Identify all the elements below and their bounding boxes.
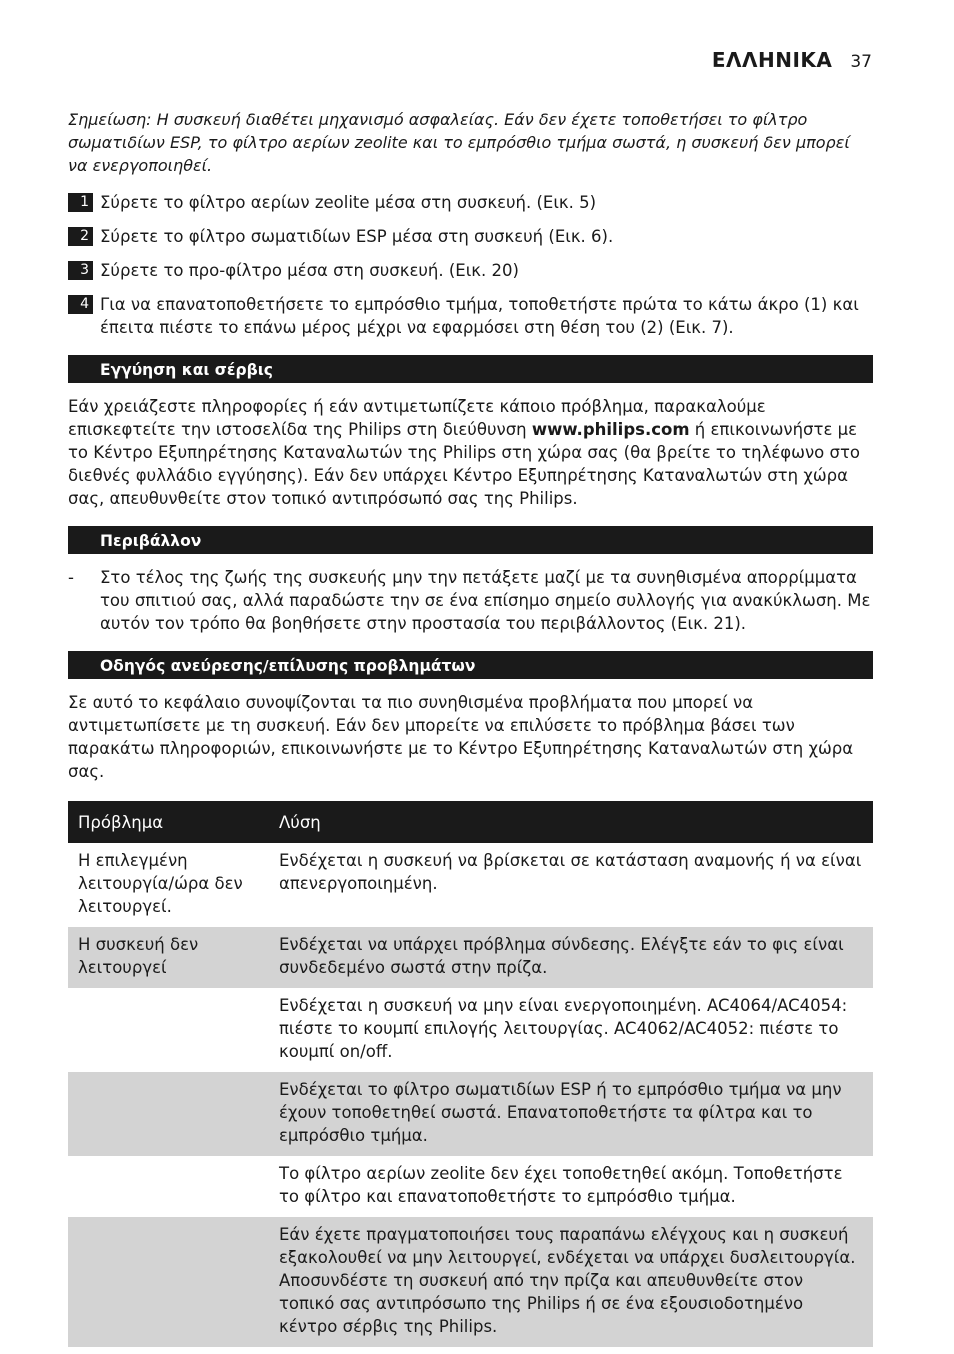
step-text: Για να επανατοποθετήσετε το εμπρόσθιο τμήμα, τοποθετήστε πρώτα το κάτω άκρο (1) και έπειτα πιέστε το επάνω μέρος μέχρι να εφαρμόσει στη θέση του (2) (Εικ. 7). bbox=[100, 295, 859, 337]
safety-note: Σημείωση: Η συσκευή διαθέτει μηχανισμό ασφαλείας. Εάν δεν έχετε τοποθετήσει το φίλτρο σωματιδίων ESP, το φίλτρο αερίων zeolite και το εμπρόσθιο τμήμα σωστά, η συσκευή δεν μπορεί να ενεργοποιηθεί. bbox=[68, 110, 850, 175]
troubleshooting-table bbox=[68, 801, 873, 1347]
solution-cell: Ενδέχεται η συσκευή να βρίσκεται σε κατάσταση αναμονής ή να είναι απενεργοποιημένη. bbox=[279, 851, 862, 893]
step-text: Σύρετε το προ-φίλτρο μέσα στη συσκευή. (Εικ. 20) bbox=[100, 261, 519, 280]
section-heading-warranty: Εγγύηση και σέρβις bbox=[68, 355, 873, 383]
solution-cell: Ενδέχεται να υπάρχει πρόβλημα σύνδεσης. Ελέγξτε εάν το φις είναι συνδεδεμένο σωστά στην πρίζα. bbox=[269, 927, 873, 988]
bullet-dash: - bbox=[68, 568, 74, 587]
environment-text: Στο τέλος της ζωής της συσκευής μην την πετάξετε μαζί με τα συνηθισμένα απορρίμματα του σπιτιού σας, αλλά παραδώστε την σε ένα επίσημο σημείο συλλογής για ανακύκλωση. Με αυτόν τον τρόπο θα βοηθήσετε στην προστασία του περιβάλλοντος (Εικ. 21). bbox=[100, 568, 871, 633]
table-row bbox=[68, 1217, 873, 1347]
language-label: ΕΛΛΗΝΙΚΑ bbox=[711, 48, 833, 72]
solution-cell: Ενδέχεται το φίλτρο σωματιδίων ESP ή το εμπρόσθιο τμήμα να μην έχουν τοποθετηθεί σωστά. Επανατοποθετήστε τα φίλτρα και το εμπρόσθιο τμήμα. bbox=[269, 1072, 873, 1156]
warranty-paragraph bbox=[68, 395, 873, 510]
troubleshooting-intro: Σε αυτό το κεφάλαιο συνοψίζονται τα πιο συνηθισμένα προβλήματα που μπορεί να αντιμετωπίσετε με τη συσκευή. Εάν δεν μπορείτε να επιλύσετε το πρόβλημα βάσει των παρακάτω πληροφοριών, επικοινωνήστε με το Κέντρο Εξυπηρέτησης Καταναλωτών στη χώρα σας. bbox=[68, 693, 854, 781]
solution-cell: Το φίλτρο αερίων zeolite δεν έχει τοποθετηθεί ακόμη. Τοποθετήστε το φίλτρο και επανατοποθετήστε το εμπρόσθιο τμήμα. bbox=[279, 1164, 843, 1206]
table-row bbox=[68, 1156, 873, 1217]
page-header bbox=[712, 48, 872, 72]
page-content bbox=[68, 108, 873, 1347]
step-2 bbox=[68, 225, 873, 248]
table-header-row bbox=[68, 801, 873, 843]
solution-cell: Ενδέχεται η συσκευή να μην είναι ενεργοποιημένη. AC4064/AC4054: πιέστε το κουμπί επιλογής λειτουργίας. AC4062/AC4052: πιέστε το κουμπί on/off. bbox=[279, 996, 848, 1061]
table-row bbox=[68, 988, 873, 1072]
problem-cell bbox=[68, 1072, 269, 1156]
step-number: 1 bbox=[68, 193, 93, 212]
environment-bullet bbox=[68, 566, 873, 635]
step-3 bbox=[68, 259, 873, 282]
step-text: Σύρετε το φίλτρο σωματιδίων ESP μέσα στη συσκευή (Εικ. 6). bbox=[100, 227, 614, 246]
section-heading-troubleshooting: Οδηγός ανεύρεσης/επίλυσης προβλημάτων bbox=[68, 651, 873, 679]
step-number: 3 bbox=[68, 261, 93, 280]
column-header-solution: Λύση bbox=[269, 801, 873, 843]
step-1 bbox=[68, 191, 873, 214]
step-text: Σύρετε το φίλτρο αερίων zeolite μέσα στη συσκευή. (Εικ. 5) bbox=[100, 193, 597, 212]
philips-website-link[interactable]: www.philips.com bbox=[531, 420, 690, 439]
page-number: 37 bbox=[850, 52, 872, 72]
problem-cell bbox=[68, 1217, 269, 1347]
section-heading-environment: Περιβάλλον bbox=[68, 526, 873, 554]
table-row bbox=[68, 927, 873, 988]
step-4 bbox=[68, 293, 873, 339]
problem-cell: Η επιλεγμένη λειτουργία/ώρα δεν λειτουργεί. bbox=[78, 851, 243, 916]
table-row bbox=[68, 1072, 873, 1156]
solution-cell: Εάν έχετε πραγματοποιήσει τους παραπάνω ελέγχους και η συσκευή εξακολουθεί να μην λειτουργεί, ενδέχεται να υπάρχει δυσλειτουργία. Αποσυνδέστε τη συσκευή από την πρίζα και απευθυνθείτε στον τοπικό σας αντιπρόσωπο της Philips ή σε ένα εξουσιοδοτημένο κέντρο σέρβις της Philips. bbox=[269, 1217, 873, 1347]
step-number: 2 bbox=[68, 227, 93, 246]
warranty-text-start: Εάν χρειάζεστε πληροφορίες ή εάν αντιμετωπίζετε κάποιο πρόβλημα, παρακαλούμε επισκεφτείτε την ιστοσελίδα της Philips στη διεύθυνση bbox=[68, 397, 766, 439]
step-number: 4 bbox=[68, 295, 93, 314]
table-row bbox=[68, 843, 873, 927]
problem-cell bbox=[68, 988, 269, 1072]
problem-cell: Η συσκευή δεν λειτουργεί bbox=[68, 927, 269, 988]
problem-cell bbox=[68, 1156, 269, 1217]
warranty-text-end: ή επικοινωνήστε με το Κέντρο Εξυπηρέτησης Καταναλωτών της Philips στη χώρα σας (θα βρείτε το τηλέφωνο στο διεθνές φυλλάδιο εγγύησης). Εάν δεν υπάρχει Κέντρο Εξυπηρέτησης Καταναλωτών στη χώρα σας, απευθυνθείτε στον τοπικό αντιπρόσωπό σας της Philips. bbox=[68, 420, 861, 508]
column-header-problem: Πρόβλημα bbox=[68, 801, 269, 843]
